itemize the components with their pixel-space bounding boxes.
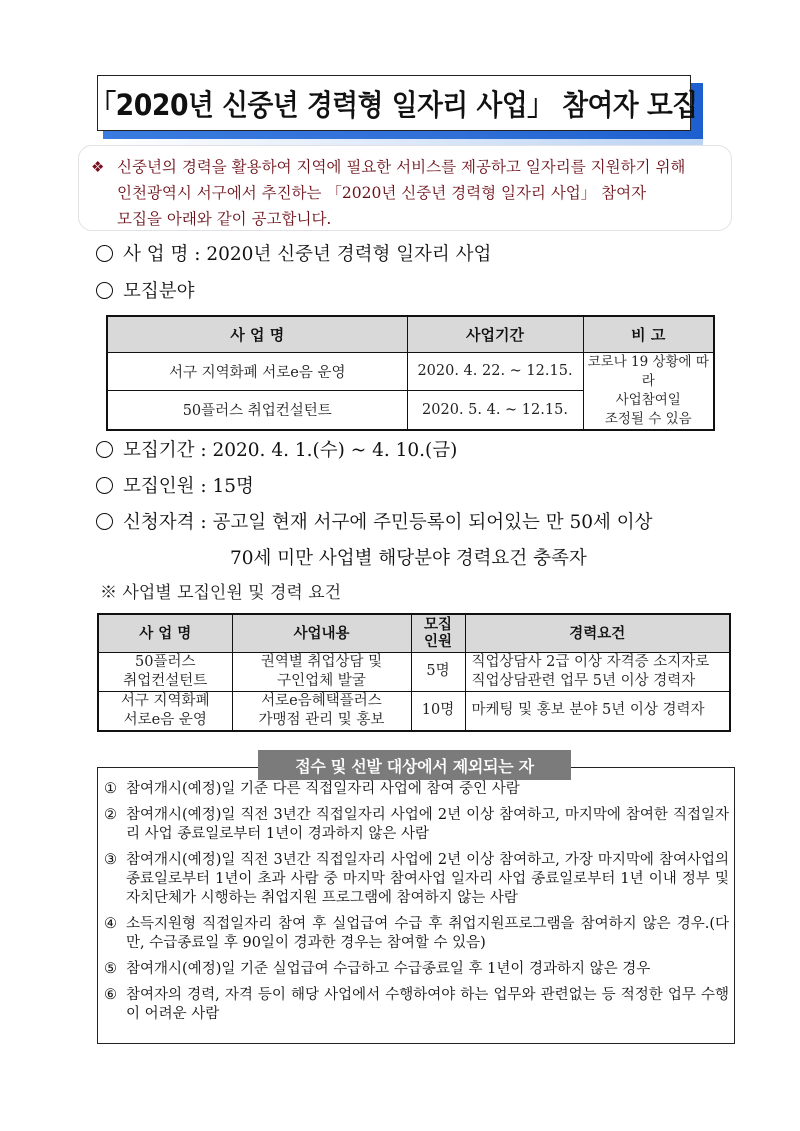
title-box — [89, 75, 699, 131]
notice-text: 모집을 아래와 같이 공고합니다. — [117, 210, 332, 228]
section-recruit-period — [96, 436, 457, 462]
notice-line — [91, 206, 721, 232]
table-header-row — [107, 316, 714, 352]
notice-line — [91, 154, 721, 180]
cell-line: 서로e음혜택플러스 — [261, 692, 382, 709]
section-qualification — [96, 508, 652, 534]
notice-line — [91, 180, 721, 206]
remark-line: 코로나 19 상황에 따라 — [587, 353, 709, 389]
circle-bullet-icon — [96, 282, 113, 299]
cell-line: 서구 지역화폐 — [120, 692, 210, 709]
circle-bullet-icon — [96, 245, 113, 262]
table-row — [107, 352, 714, 391]
section-text: 사 업 명 : 2020년 신중년 경력형 일자리 사업 — [123, 244, 492, 265]
content-cell — [232, 691, 411, 731]
item-number: ② — [104, 807, 117, 823]
section-qualification-cont — [230, 544, 587, 570]
cell-line: 가맹점 관리 및 홍보 — [258, 711, 385, 728]
section-text: 70세 미만 사업별 해당분야 경력요건 충족자 — [230, 548, 587, 569]
item-text: 참여개시(예정)일 기준 다른 직접일자리 사업에 참여 중인 사람 — [126, 781, 520, 797]
exclusion-item — [104, 915, 729, 953]
circle-bullet-icon — [96, 477, 113, 494]
item-number: ⑥ — [104, 987, 117, 1003]
section-text: 신청자격 : 공고일 현재 서구에 주민등록이 되어있는 만 50세 이상 — [123, 512, 653, 533]
notice-text: 인천광역시 서구에서 추진하는 「2020년 신중년 경력형 일자리 사업」 참여자 — [117, 184, 647, 202]
business-name-cell — [98, 691, 232, 731]
col-header — [411, 614, 465, 652]
section-text: 모집인원 : 15명 — [123, 476, 254, 497]
col-header: 사업기간 — [407, 316, 583, 352]
page-title: 「2020년 신중년 경력형 일자리 사업」 참여자 모집 — [89, 87, 699, 122]
item-number: ④ — [104, 916, 117, 932]
cell-line: 서로e음 운영 — [123, 711, 207, 728]
requirement-cell — [465, 691, 730, 731]
item-text: 소득지원형 직접일자리 참여 후 실업급여 수급 후 취업지원프로그램을 참여하지 않은 경우.(다만, 수급종료일 후 90일이 경과한 경우는 참여할 수 있음) — [126, 916, 729, 951]
exclusion-item — [104, 851, 729, 908]
item-text: 참여개시(예정)일 직전 3년간 직접일자리 사업에 2년 이상 참여하고, 마지막에 참여한 직접일자리 사업 종료일로부터 1년이 경과하지 않은 사람 — [126, 807, 729, 842]
col-header: 경력요건 — [465, 614, 730, 652]
col-header-line: 인원 — [423, 633, 452, 651]
section-business-name — [96, 240, 491, 266]
item-text: 참여개시(예정)일 기준 실업급여 수급하고 수급종료일 후 1년이 경과하지 않은 경우 — [126, 961, 651, 977]
exclusion-item — [104, 806, 729, 844]
section-text: 모집분야 — [123, 281, 195, 302]
item-number: ⑤ — [104, 961, 117, 977]
remark-cell — [583, 352, 714, 430]
requirement-cell — [465, 652, 730, 691]
table-row — [98, 652, 730, 691]
item-number: ③ — [104, 852, 117, 868]
col-header: 사 업 명 — [107, 316, 407, 352]
exclusion-item — [104, 780, 729, 799]
notice-box — [78, 145, 732, 231]
item-text: 참여개시(예정)일 직전 3년간 직접일자리 사업에 2년 이상 참여하고, 가장 마지막에 참여사업의 종료일로부터 1년이 초과 사람 중 마지막 참여사업 일자리 사업 종료일로부터 1년 이내 정부 및 자치단체가 시행하는 취업지원 프로그램에 참여하지 않는 사람 — [126, 852, 729, 906]
recruit-fields-table — [106, 315, 715, 431]
col-header: 사 업 명 — [98, 614, 232, 652]
requirements-note: ※ 사업별 모집인원 및 경력 요건 — [100, 583, 342, 603]
cell-line: 마케팅 및 홍보 분야 5년 이상 경력자 — [471, 702, 705, 718]
exclusion-item — [104, 986, 729, 1024]
section-text: 모집기간 : 2020. 4. 1.(수) ~ 4. 10.(금) — [123, 440, 458, 461]
business-name-cell — [98, 652, 232, 691]
exclusions-label: 접수 및 선발 대상에서 제외되는 자 — [258, 750, 571, 780]
col-header-line: 모집 — [423, 616, 452, 634]
circle-bullet-icon — [96, 513, 113, 530]
exclusion-item — [104, 960, 729, 979]
count-cell: 5명 — [411, 652, 465, 691]
cell-line: 50플러스 — [135, 653, 196, 670]
exclusions-list — [104, 780, 729, 1031]
cell-line: 직업상담관련 업무 5년 이상 경력자 — [471, 672, 696, 689]
cell-line: 취업컨설턴트 — [123, 672, 208, 689]
section-recruit-fields — [96, 277, 194, 303]
col-header: 비 고 — [583, 316, 714, 352]
col-header: 사업내용 — [232, 614, 411, 652]
content-cell — [232, 652, 411, 691]
item-number: ① — [104, 781, 117, 797]
table-header-row — [98, 614, 730, 652]
cell-line: 직업상담사 2급 이상 자격증 소지자로 — [471, 653, 710, 670]
period-cell: 2020. 4. 22. ~ 12.15. — [407, 352, 583, 391]
diamond-bullet-icon: ❖ — [91, 158, 105, 176]
remark-line: 사업참여일 — [615, 391, 681, 408]
table-row — [98, 691, 730, 731]
cell-line: 권역별 취업상담 및 — [260, 653, 383, 670]
requirements-table — [97, 613, 731, 732]
section-recruit-count — [96, 472, 254, 498]
cell-line: 구인업체 발굴 — [277, 672, 366, 689]
circle-bullet-icon — [96, 441, 113, 458]
business-name-cell: 50플러스 취업컨설턴트 — [107, 391, 407, 430]
period-cell: 2020. 5. 4. ~ 12.15. — [407, 391, 583, 430]
count-cell: 10명 — [411, 691, 465, 731]
business-name-cell: 서구 지역화폐 서로e음 운영 — [107, 352, 407, 391]
item-text: 참여자의 경력, 자격 등이 해당 사업에서 수행하여야 하는 업무와 관련없는 등 적정한 업무 수행이 어려운 사람 — [126, 987, 729, 1022]
notice-text: 신중년의 경력을 활용하여 지역에 필요한 서비스를 제공하고 일자리를 지원하기 위해 — [117, 158, 686, 176]
title-banner — [89, 75, 699, 133]
remark-line: 조정될 수 있음 — [604, 410, 692, 427]
